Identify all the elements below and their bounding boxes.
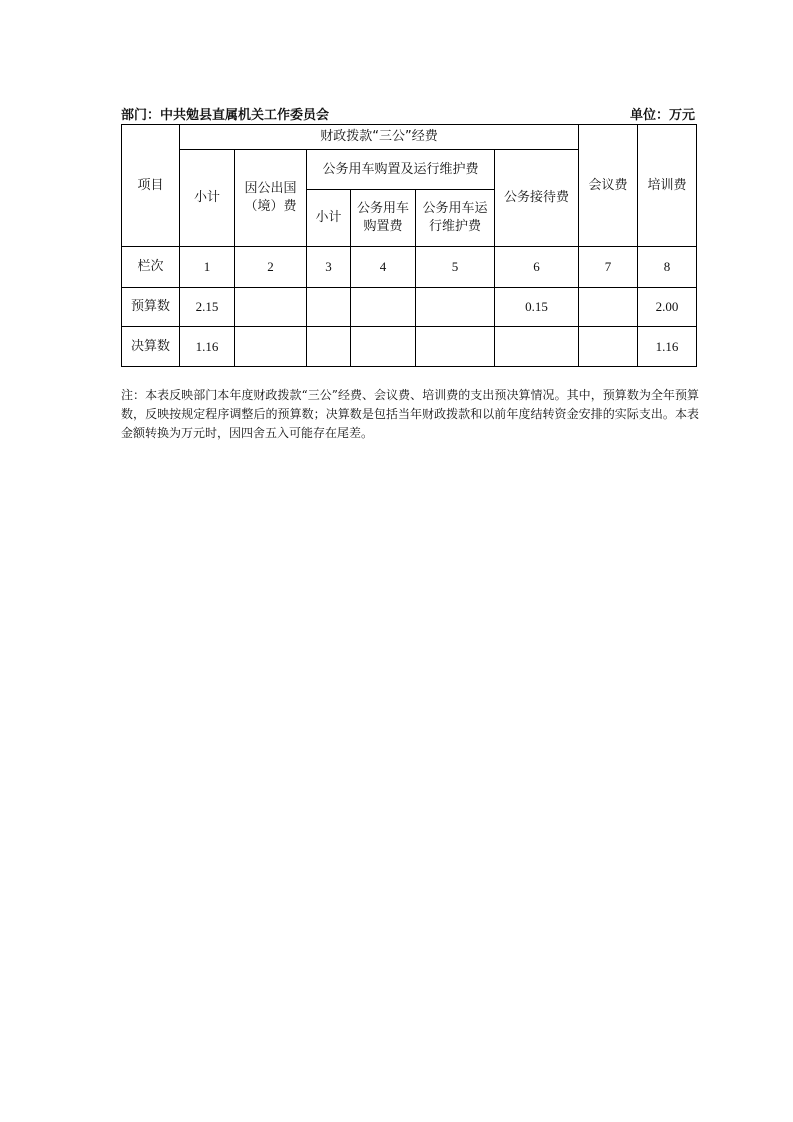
header-vehicle-subtotal: 小计 [307,190,351,247]
table-cell: 6 [495,247,579,288]
table-cell: 2.00 [638,288,697,327]
header-training: 培训费 [638,125,697,247]
table-row-actual [122,327,697,367]
table-cell: 0.15 [495,288,579,327]
table-cell: 1.16 [638,327,697,367]
table-cell [307,327,351,367]
table-cell [235,327,307,367]
header-vehicle-purchase [351,190,416,247]
header-vehicle-purchase-line1: 公务用车 [356,201,409,216]
header-abroad [235,150,307,247]
table-row-index [122,247,697,288]
three-public-expenses-table [121,124,697,367]
table-cell [235,288,307,327]
row-label: 预算数 [122,288,180,327]
unit-label: 单位：万元 [629,108,695,123]
header-vehicle-operation [416,190,495,247]
header-item: 项目 [122,125,180,247]
table-row-budget [122,288,697,327]
footnote: 注：本表反映部门本年度财政拨款“三公”经费、会议费、培训费的支出预决算情况。其中，预算数为全年预算数，反映按规定程序调整后的预算数；决算数是包括当年财政拨款和以前年度结转资金安排的实际支出。本表金额转换为万元时，因四舍五入可能存在尾差。 [121,388,699,440]
header-vehicle-operation-line2: 行维护费 [428,219,481,234]
table-cell: 1 [180,247,235,288]
header-vehicle-purchase-line2: 购置费 [363,219,403,234]
table-cell [416,288,495,327]
department-label: 部门：中共勉县直属机关工作委员会 [121,108,330,123]
table-cell: 8 [638,247,697,288]
header-meeting: 会议费 [579,125,638,247]
table-cell [351,327,416,367]
table-cell: 5 [416,247,495,288]
table-cell [307,288,351,327]
table-cell [495,327,579,367]
row-label: 栏次 [122,247,180,288]
header-reception: 公务接待费 [495,150,579,247]
table-cell: 2 [235,247,307,288]
header-fiscal-group: 财政拨款“三公”经费 [180,125,579,150]
table-cell [579,327,638,367]
row-label: 决算数 [122,327,180,367]
header-vehicle-group: 公务用车购置及运行维护费 [307,150,495,190]
table-cell: 3 [307,247,351,288]
header-subtotal: 小计 [180,150,235,247]
table-cell: 4 [351,247,416,288]
table-cell: 2.15 [180,288,235,327]
header-vehicle-operation-line1: 公务用车运 [422,201,488,216]
table-cell: 7 [579,247,638,288]
table-cell [351,288,416,327]
table-cell [416,327,495,367]
report-header [121,104,695,122]
table-cell: 1.16 [180,327,235,367]
table-cell [579,288,638,327]
header-abroad-line2: （境）费 [244,199,297,214]
header-abroad-line1: 因公出国 [244,181,297,196]
